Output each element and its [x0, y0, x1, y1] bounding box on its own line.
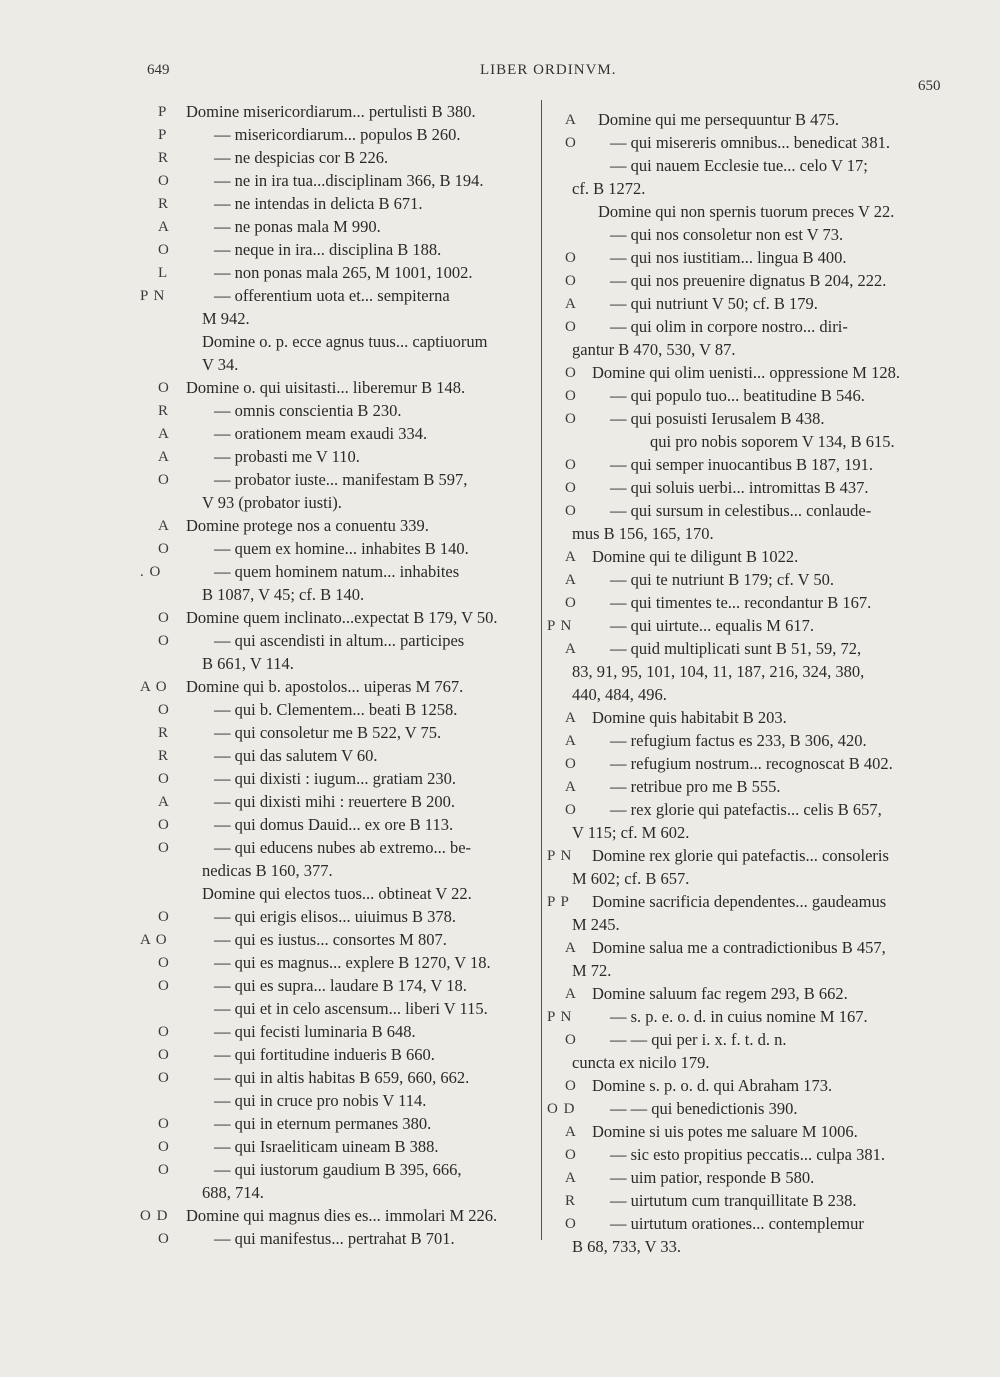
index-entry: — misericordiarum... populos B 260.	[214, 125, 461, 144]
index-entry: — qui ascendisti in altum... participes	[214, 631, 465, 650]
entry-mark: O	[158, 472, 170, 488]
entry-mark: O	[158, 1231, 170, 1247]
index-entry: — qui uirtute... equalis M 617.	[610, 616, 814, 635]
index-entry: Domine qui magnus dies es... immolari M 226.	[186, 1206, 498, 1225]
index-entry: V 93 (probator iusti).	[202, 493, 342, 512]
entry-mark: A	[565, 779, 577, 795]
entry-mark: P	[158, 127, 168, 143]
index-entry: B 661, V 114.	[202, 654, 294, 673]
index-entry: — ne intendas in delicta B 671.	[214, 194, 423, 213]
index-entry: — qui dixisti : iugum... gratiam 230.	[214, 769, 456, 788]
index-entry: — retribue pro me B 555.	[610, 777, 781, 796]
index-entry: Domine qui olim uenisti... oppressione M 128.	[592, 363, 900, 382]
entry-mark: O	[565, 595, 577, 611]
entry-mark: A	[158, 426, 170, 442]
entry-mark: R	[158, 196, 170, 212]
index-entry: Domine saluum fac regem 293, B 662.	[592, 984, 848, 1003]
index-entry: Domine o. p. ecce agnus tuus... captiuorum	[202, 332, 488, 351]
entry-mark: O	[565, 1216, 577, 1232]
entry-mark: O D	[547, 1101, 576, 1117]
index-entry: Domine o. qui uisitasti... liberemur B 148.	[186, 378, 466, 397]
index-entry: cf. B 1272.	[572, 179, 646, 198]
entry-mark: O	[158, 1139, 170, 1155]
index-entry: — qui in cruce pro nobis V 114.	[214, 1091, 427, 1110]
index-entry: — qui nauem Ecclesie tue... celo V 17;	[610, 156, 868, 175]
index-entry: — qui nos consoletur non est V 73.	[610, 225, 844, 244]
entry-mark: O	[565, 250, 577, 266]
entry-mark: P	[158, 104, 168, 120]
entry-mark: A	[565, 710, 577, 726]
index-entry: — qui Israeliticam uineam B 388.	[214, 1137, 439, 1156]
index-entry: — qui in altis habitas B 659, 660, 662.	[214, 1068, 470, 1087]
index-entry: Domine salua me a contradictionibus B 457,	[592, 938, 886, 957]
entry-mark: O	[565, 411, 577, 427]
index-entry: M 942.	[202, 309, 250, 328]
index-entry: nedicas B 160, 377.	[202, 861, 333, 880]
index-entry: — qui educens nubes ab extremo... be-	[214, 838, 472, 857]
entry-mark: A O	[140, 679, 168, 695]
index-entry: V 34.	[202, 355, 239, 374]
index-entry: 440, 484, 496.	[572, 685, 667, 704]
entry-mark: A	[565, 572, 577, 588]
index-entry: — qui posuisti Ierusalem B 438.	[610, 409, 825, 428]
index-entry: — omnis conscientia B 230.	[214, 401, 402, 420]
index-entry: — qui et in celo ascensum... liberi V 115.	[214, 999, 488, 1018]
entry-mark: A	[158, 794, 170, 810]
entry-mark: A	[565, 641, 577, 657]
index-entry: — qui erigis elisos... uiuimus B 378.	[214, 907, 457, 926]
entry-mark: O D	[140, 1208, 169, 1224]
entry-mark: P N	[547, 848, 573, 864]
index-entry: — uirtutum orationes... contemplemur	[610, 1214, 864, 1233]
entry-mark: O	[158, 817, 170, 833]
entry-mark: A	[565, 1170, 577, 1186]
index-entry: — qui das salutem V 60.	[214, 746, 378, 765]
index-entry: — refugium nostrum... recognoscat B 402.	[610, 754, 893, 773]
index-entry: Domine qui non spernis tuorum preces V 22.	[598, 202, 895, 221]
index-entry: — qui b. Clementem... beati B 1258.	[214, 700, 458, 719]
index-entry: — — qui per i. x. f. t. d. n.	[610, 1030, 787, 1049]
entry-mark: O	[565, 1032, 577, 1048]
index-entry: M 72.	[572, 961, 612, 980]
running-title: LIBER ORDINVM.	[480, 62, 617, 78]
index-entry: qui pro nobis soporem V 134, B 615.	[650, 432, 895, 451]
index-entry: — sic esto propitius peccatis... culpa 381.	[610, 1145, 885, 1164]
index-entry: — qui es magnus... explere B 1270, V 18.	[214, 953, 491, 972]
entry-mark: O	[158, 1024, 170, 1040]
index-entry: Domine protege nos a conuentu 339.	[186, 516, 429, 535]
index-entry: — quid multiplicati sunt B 51, 59, 72,	[610, 639, 862, 658]
index-entry: Domine misericordiarum... pertulisti B 380.	[186, 102, 476, 121]
index-entry: Domine qui electos tuos... obtineat V 22.	[202, 884, 472, 903]
entry-mark: O	[565, 480, 577, 496]
index-entry: Domine si uis potes me saluare M 1006.	[592, 1122, 858, 1141]
entry-mark: O	[565, 319, 577, 335]
index-entry: M 602; cf. B 657.	[572, 869, 690, 888]
index-entry: — qui te nutriunt B 179; cf. V 50.	[610, 570, 834, 589]
entry-mark: O	[158, 771, 170, 787]
index-entry: — qui iustorum gaudium B 395, 666,	[214, 1160, 462, 1179]
entry-mark: A	[565, 733, 577, 749]
index-entry: — offerentium uota et... sempiterna	[214, 286, 450, 305]
entry-mark: A	[158, 449, 170, 465]
entry-mark: O	[158, 541, 170, 557]
entry-mark: O	[158, 173, 170, 189]
entry-mark: O	[158, 955, 170, 971]
index-entry: — qui olim in corpore nostro... diri-	[610, 317, 848, 336]
entry-mark: A	[565, 986, 577, 1002]
index-entry: Domine qui te diligunt B 1022.	[592, 547, 799, 566]
index-entry: — ne in ira tua...disciplinam 366, B 194.	[214, 171, 484, 190]
entry-mark: . O	[140, 564, 162, 580]
index-entry: — s. p. e. o. d. in cuius nomine M 167.	[610, 1007, 868, 1026]
entry-mark: A	[565, 1124, 577, 1140]
entry-mark: R	[158, 725, 170, 741]
index-entry: — neque in ira... disciplina B 188.	[214, 240, 442, 259]
entry-mark: O	[158, 1162, 170, 1178]
index-entry: — qui populo tuo... beatitudine B 546.	[610, 386, 865, 405]
entry-mark: L	[158, 265, 169, 281]
index-entry: — qui nos iustitiam... lingua B 400.	[610, 248, 847, 267]
entry-mark: O	[565, 756, 577, 772]
entry-mark: A	[565, 296, 577, 312]
index-entry: B 68, 733, V 33.	[572, 1237, 681, 1256]
index-entry: Domine sacrificia dependentes... gaudeamus	[592, 892, 887, 911]
index-entry: cuncta ex nicilo 179.	[572, 1053, 710, 1072]
index-entry: 688, 714.	[202, 1183, 264, 1202]
entry-mark: O	[158, 978, 170, 994]
entry-mark: O	[158, 1047, 170, 1063]
entry-mark: R	[158, 748, 170, 764]
index-entry: B 1087, V 45; cf. B 140.	[202, 585, 365, 604]
index-entry: — probator iuste... manifestam B 597,	[214, 470, 468, 489]
entry-mark: R	[565, 1193, 577, 1209]
index-entry: Domine quis habitabit B 203.	[592, 708, 787, 727]
entry-mark: A	[158, 219, 170, 235]
entry-mark: O	[565, 273, 577, 289]
index-entry: — — qui benedictionis 390.	[610, 1099, 798, 1118]
entry-mark: A	[565, 112, 577, 128]
index-entry: — probasti me V 110.	[214, 447, 360, 466]
entry-mark: O	[158, 702, 170, 718]
index-entry: — uim patior, responde B 580.	[610, 1168, 815, 1187]
index-entry: — quem hominem natum... inhabites	[214, 562, 460, 581]
entry-mark: R	[158, 150, 170, 166]
index-entry: — qui in eternum permanes 380.	[214, 1114, 432, 1133]
entry-mark: O	[158, 380, 170, 396]
entry-mark: O	[565, 365, 577, 381]
index-entry: — quem ex homine... inhabites B 140.	[214, 539, 469, 558]
entry-mark: O	[565, 1078, 577, 1094]
index-entry: mus B 156, 165, 170.	[572, 524, 714, 543]
index-entry: V 115; cf. M 602.	[572, 823, 690, 842]
index-entry: — qui soluis uerbi... intromittas B 437.	[610, 478, 869, 497]
entry-mark: O	[158, 633, 170, 649]
entry-mark: A	[158, 518, 170, 534]
index-entry: — qui sursum in celestibus... conlaude-	[610, 501, 872, 520]
left-page-number: 649	[147, 62, 170, 78]
index-entry: — ne despicias cor B 226.	[214, 148, 389, 167]
entry-mark: A O	[140, 932, 168, 948]
entry-mark: P N	[140, 288, 166, 304]
index-entry: — non ponas mala 265, M 1001, 1002.	[214, 263, 473, 282]
entry-mark: P N	[547, 1009, 573, 1025]
index-entry: — uirtutum cum tranquillitate B 238.	[610, 1191, 857, 1210]
index-entry: — qui nos preuenire dignatus B 204, 222.	[610, 271, 887, 290]
index-entry: — qui nutriunt V 50; cf. B 179.	[610, 294, 818, 313]
index-entry: Domine qui b. apostolos... uiperas M 767.	[186, 677, 464, 696]
entry-mark: P P	[547, 894, 570, 910]
index-entry: — ne ponas mala M 990.	[214, 217, 381, 236]
entry-mark: O	[565, 802, 577, 818]
index-entry: — qui dixisti mihi : reuertere B 200.	[214, 792, 456, 811]
index-entry: — qui misereris omnibus... benedicat 381.	[610, 133, 890, 152]
index-entry: Domine quem inclinato...expectat B 179, V 50.	[186, 608, 498, 627]
index-entry: — qui es iustus... consortes M 807.	[214, 930, 447, 949]
index-entry: — qui domus Dauid... ex ore B 113.	[214, 815, 454, 834]
index-entry: Domine s. p. o. d. qui Abraham 173.	[592, 1076, 833, 1095]
index-entry: Domine rex glorie qui patefactis... consoleris	[592, 846, 889, 865]
entry-mark: R	[158, 403, 170, 419]
index-entry: — orationem meam exaudi 334.	[214, 424, 428, 443]
index-entry: 83, 91, 95, 101, 104, 11, 187, 216, 324, 380,	[572, 662, 865, 681]
entry-mark: P N	[547, 618, 573, 634]
index-entry: M 245.	[572, 915, 620, 934]
entry-mark: O	[565, 388, 577, 404]
right-page-number: 650	[918, 78, 941, 94]
entry-mark: O	[565, 457, 577, 473]
index-entry: — qui semper inuocantibus B 187, 191.	[610, 455, 874, 474]
entry-mark: A	[565, 549, 577, 565]
entry-mark: O	[158, 610, 170, 626]
entry-mark: O	[565, 503, 577, 519]
entry-mark: O	[565, 1147, 577, 1163]
index-entry: gantur B 470, 530, V 87.	[572, 340, 736, 359]
entry-mark: O	[565, 135, 577, 151]
index-entry: — refugium factus es 233, B 306, 420.	[610, 731, 867, 750]
index-entry: — qui manifestus... pertrahat B 701.	[214, 1229, 455, 1248]
entry-mark: O	[158, 840, 170, 856]
index-entry: — qui consoletur me B 522, V 75.	[214, 723, 442, 742]
entry-mark: O	[158, 1070, 170, 1086]
entry-mark: O	[158, 1116, 170, 1132]
entry-mark: O	[158, 909, 170, 925]
index-entry: — qui fecisti luminaria B 648.	[214, 1022, 416, 1041]
entry-mark: O	[158, 242, 170, 258]
entry-mark: A	[565, 940, 577, 956]
index-entry: Domine qui me persequuntur B 475.	[598, 110, 840, 129]
index-entry: — qui fortitudine indueris B 660.	[214, 1045, 435, 1064]
index-entry: — rex glorie qui patefactis... celis B 657,	[610, 800, 882, 819]
index-entry: — qui es supra... laudare B 174, V 18.	[214, 976, 467, 995]
index-entry: — qui timentes te... recondantur B 167.	[610, 593, 872, 612]
